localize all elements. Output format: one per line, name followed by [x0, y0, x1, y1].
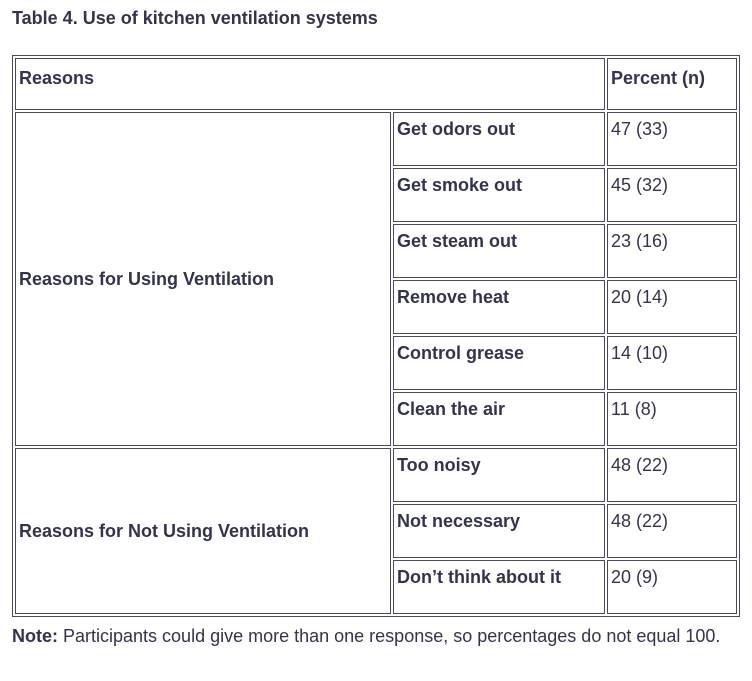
- table-row: [15, 448, 737, 502]
- percent-cell: 48 (22): [607, 504, 737, 558]
- group-label-not-using: Reasons for Not Using Ventilation: [15, 448, 391, 614]
- header-percent: Percent (n): [607, 58, 737, 110]
- reason-cell: Get steam out: [393, 224, 605, 278]
- reason-cell: Control grease: [393, 336, 605, 390]
- reason-cell: Get odors out: [393, 112, 605, 166]
- percent-cell: 14 (10): [607, 336, 737, 390]
- note-label: Note:: [12, 626, 58, 646]
- reason-cell: Not necessary: [393, 504, 605, 558]
- table-caption: Table 4. Use of kitchen ventilation systems: [12, 8, 378, 28]
- percent-cell: 23 (16): [607, 224, 737, 278]
- table-note: [12, 622, 742, 651]
- reason-cell: Clean the air: [393, 392, 605, 446]
- table-row: [15, 112, 737, 166]
- percent-cell: 20 (9): [607, 560, 737, 614]
- percent-cell: 45 (32): [607, 168, 737, 222]
- reason-cell: Remove heat: [393, 280, 605, 334]
- header-reasons: Reasons: [15, 58, 605, 110]
- percent-cell: 48 (22): [607, 448, 737, 502]
- header-row: [15, 58, 737, 110]
- ventilation-table: [12, 55, 740, 617]
- reason-cell: Don’t think about it: [393, 560, 605, 614]
- reason-cell: Too noisy: [393, 448, 605, 502]
- percent-cell: 47 (33): [607, 112, 737, 166]
- reason-cell: Get smoke out: [393, 168, 605, 222]
- note-text: Participants could give more than one response, so percentages do not equal 100.: [58, 626, 721, 646]
- group-label-using: Reasons for Using Ventilation: [15, 112, 391, 446]
- percent-cell: 11 (8): [607, 392, 737, 446]
- percent-cell: 20 (14): [607, 280, 737, 334]
